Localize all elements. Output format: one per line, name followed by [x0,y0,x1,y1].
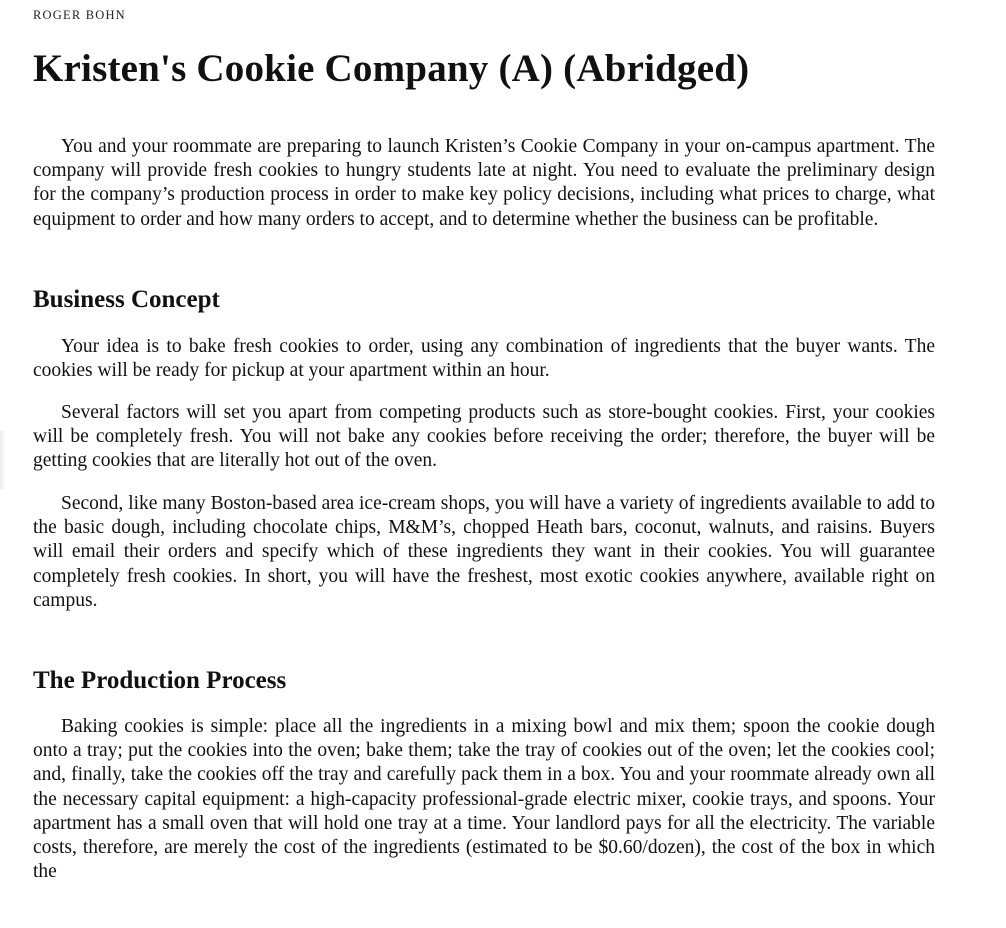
business-concept-paragraph-2: Several factors will set you apart from competing products such as store-bought cookies. First, your cookies will be completely fresh. You will not bake any cookies before receiving the order; therefore, the buyer will be getting cookies that are literally hot out of the oven. [33,402,935,472]
business-concept-paragraph-3: Second, like many Boston-based area ice-cream shops, you will have a variety of ingredients available to add to the basic dough, including chocolate chips, M&M’s, chopped Heath bars, coconut, walnuts, and raisins. Buyers will email their orders and specify which of these ingredients they want in their cookies. You will guarantee completely fresh cookies. In short, you will have the freshest, most exotic cookies anywhere, available right on campus. [33,493,935,611]
section-heading-business-concept: Business Concept [33,286,220,313]
author-name: ROGER BOHN [33,8,126,22]
page-title: Kristen's Cookie Company (A) (Abridged) [33,47,750,90]
business-concept-paragraph-1: Your idea is to bake fresh cookies to order, using any combination of ingredients that the buyer wants. The cookies will be ready for pickup at your apartment within an hour. [33,336,935,382]
intro-paragraph: You and your roommate are preparing to launch Kristen’s Cookie Company in your on-campus apartment. The company will provide fresh cookies to hungry students late at night. You need to evaluate the preliminary design for the company’s production process in order to make key policy decisions, including what prices to charge, what equipment to order and how many orders to accept, and to determine whether the business can be profitable. [33,136,935,230]
production-process-paragraph-1: Baking cookies is simple: place all the ingredients in a mixing bowl and mix them; spoon the cookie dough onto a tray; put the cookies into the oven; bake them; take the tray of cookies out of the oven; let the cookies cool; and, finally, take the cookies off the tray and carefully pack them in a box. You and your roommate already own all the necessary capital equipment: a high-capacity professional-grade electric mixer, cookie trays, and spoons. Your apartment has a small oven that will hold one tray at a time. Your landlord pays for all the electricity. The variable costs, therefore, are merely the cost of the ingredients (estimated to be $0.60/dozen), the cost of the box in which the [33,716,935,883]
section-heading-production-process: The Production Process [33,667,287,694]
page-edge-shadow [0,430,6,490]
